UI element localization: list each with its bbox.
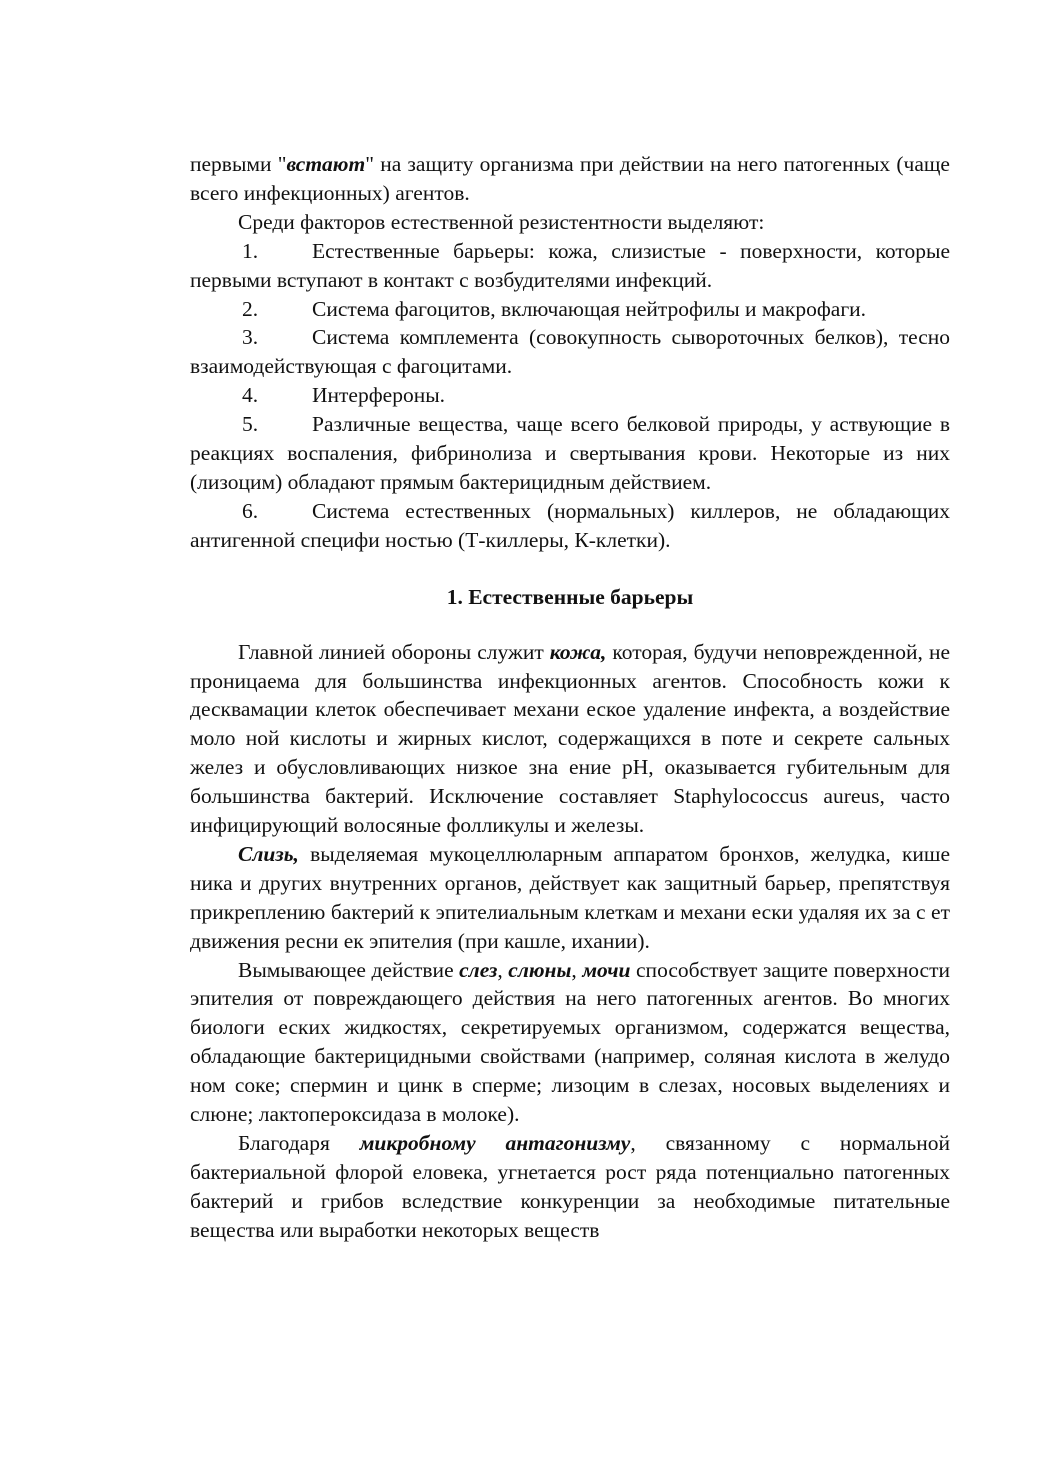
list-text: Система естественных (нормальных) киллеров, не обладающих антигенной специфи ностью (Т-киллеры, К-клетки). <box>190 498 950 552</box>
skin-paragraph <box>190 638 950 840</box>
tears-emphasis: слез <box>459 957 498 982</box>
skin-emphasis: кожа, <box>549 639 607 664</box>
factors-intro-paragraph: Среди факторов естественной резистентности выделяют: <box>238 209 765 234</box>
document-body <box>190 150 950 1245</box>
list-text: Система фагоцитов, включающая нейтрофилы и макрофаги. <box>312 296 867 321</box>
list-number: 3. <box>242 325 259 350</box>
list-number: 2. <box>242 296 259 321</box>
list-text: Система комплемента (совокупность сывороточных белков), тесно взаимодействующая с фагоцитами. <box>190 325 950 379</box>
intro-text-end: " на защиту организма при действии на него патогенных (чаще всего инфекционных) агентов. <box>190 152 950 205</box>
antagonism-text-start: Благодаря <box>238 1131 360 1155</box>
list-number: 4. <box>242 383 259 408</box>
list-number: 5. <box>242 412 259 437</box>
list-item-1 <box>190 237 950 295</box>
washing-text-end: способствует защите поверхности эпителия от повреждающего действия на него патогенных агентов. Во многих биологи еских жидкостях, секретируемых организмом, содержатся вещества, обладающие бактерицидными свойствами (например, соляная кислота в желудо ном соке; спермин и цинк в сперме; лизоцим в слезах, носовых выделениях и слюне; лактопероксидаза в молоке). <box>190 957 950 1127</box>
list-text: Интерфероны. <box>312 383 446 408</box>
skin-text-end: которая, будучи неповрежденной, не проницаема для большинства инфекционных агентов. Способность кожи к десквамации клеток обеспечивает механи еское удаление инфекта, а воздействие моло ной кислоты и жирных кислот, содержащихся в поте и секрете сальных желез и обусловливающих низкое зна ение рН, оказывается губительным для большинства бактерий. Исключение составляет Staphylococcus aureus, часто инфицирующий волосяные фолликулы и железы. <box>190 639 950 838</box>
mucus-emphasis: Слизь, <box>238 841 299 866</box>
list-text: Различные вещества, чаще всего белковой природы, у аствующие в реакциях воспаления, фибринолиза и свертывания крови. Некоторые из них (лизоцим) обладают прямым бактерицидным действием. <box>190 412 950 494</box>
separator: , <box>571 957 583 982</box>
mucus-paragraph <box>190 840 950 956</box>
list-item-5 <box>190 410 950 497</box>
mucus-text: выделяемая мукоцеллюларным аппаратом бронхов, желудка, кише ника и других внутренних органов, действует как защитный барьер, препятствуя прикреплению бактерий к эпителиальным клеткам и механи ески удаляя их за с ет движения ресни ек эпителия (при кашле, ихании). <box>190 841 950 953</box>
intro-text-start: первыми " <box>190 152 287 176</box>
list-item-6 <box>190 497 950 555</box>
intro-paragraph <box>190 150 950 208</box>
list-number: 1. <box>242 238 259 263</box>
list-item-4 <box>190 381 950 410</box>
list-item-2 <box>190 295 950 324</box>
section-heading: 1. Естественные барьеры <box>446 584 694 609</box>
saliva-emphasis: слюны <box>508 957 572 982</box>
list-text: Естественные барьеры: кожа, слизистые - поверхности, которые первыми вступают в контакт с возбудителями инфекций. <box>190 238 950 292</box>
list-number: 6. <box>242 498 259 523</box>
antagonism-emphasis: микробному антагонизму <box>359 1131 631 1155</box>
list-item-3 <box>190 323 950 381</box>
antagonism-text-end: , связанному с нормальной бактериальной флорой еловека, угнетается рост ряда потенциально патогенных бактерий и грибов вследствие конкуренции за необходимые питательные вещества или выработки некоторых веществ <box>190 1131 950 1242</box>
washing-paragraph <box>190 956 950 1129</box>
skin-text-start: Главной линией обороны служит <box>238 639 550 664</box>
intro-emphasis: встают <box>286 152 366 176</box>
washing-text-start: Вымывающее действие <box>238 957 460 982</box>
separator: , <box>497 957 509 982</box>
urine-emphasis: мочи <box>582 957 631 982</box>
antagonism-paragraph <box>190 1129 950 1245</box>
